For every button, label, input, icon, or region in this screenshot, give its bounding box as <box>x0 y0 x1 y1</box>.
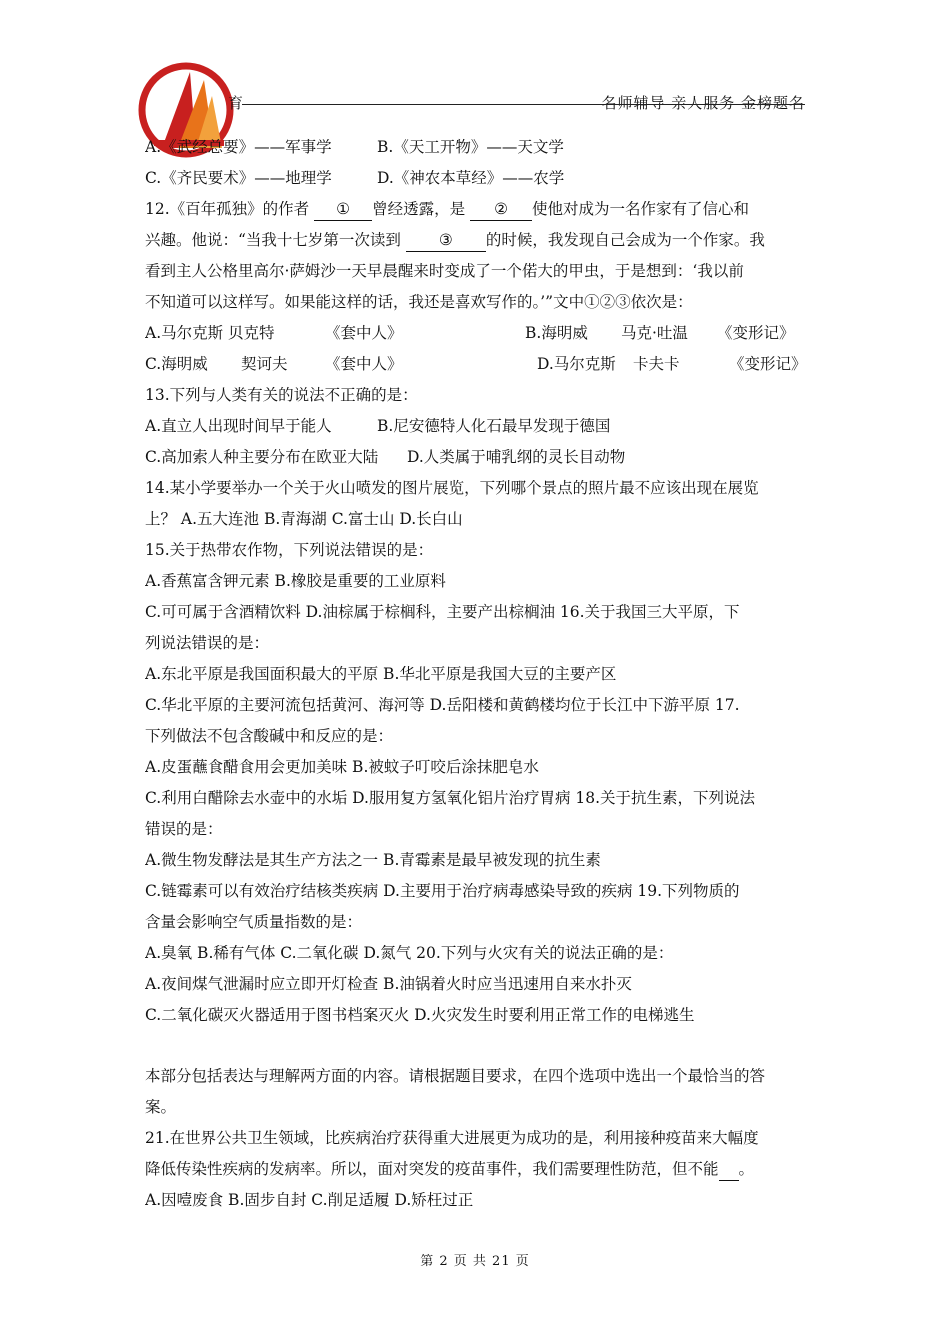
q15-stem: 15.关于热带农作物，下列说法错误的是： <box>145 541 434 559</box>
option: C.高加索人种主要分布在欧亚大陆 <box>145 448 379 466</box>
blank-2: ② <box>470 198 532 221</box>
text-run: 12.《百年孤独》的作者 <box>145 200 310 218</box>
header-slogan: 名师辅导 亲人服务 金榜题名 <box>601 94 805 112</box>
q13-options-cd <box>145 442 807 473</box>
text-run: 使他对成为一名作家有了信心和 <box>532 200 750 218</box>
blank-1: ① <box>314 198 372 221</box>
text-run: 的时候，我发现自己会成为一个作家。我 <box>485 231 765 249</box>
option: 马克·吐温 <box>621 324 688 342</box>
q19-stem: 含量会影响空气质量指数的是： <box>145 913 363 931</box>
q16-options: C.华北平原的主要河流包括黄河、海河等 D.岳阳楼和黄鹤楼均位于长江中下游平原 17. <box>145 696 740 714</box>
option: 契诃夫 <box>241 355 288 373</box>
q15-options: A.香蕉富含钾元素 B.橡胶是重要的工业原料 <box>145 572 446 590</box>
q13-options-ab <box>145 411 807 442</box>
q12-stem: 看到主人公格里高尔·萨姆沙一天早晨醒来时变成了一个偌大的甲虫，于是想到：‘我以前 <box>145 262 744 280</box>
q18-options: A.微生物发酵法是其生产方法之一 B.青霉素是最早被发现的抗生素 <box>145 851 601 869</box>
option: A.马尔克斯 贝克特 <box>145 324 275 342</box>
option: B.海明威 <box>525 324 588 342</box>
q11-options-cd <box>145 163 807 194</box>
q21-stem <box>145 1154 807 1185</box>
q15-options: C.可可属于含酒精饮料 D.油棕属于棕榈科，主要产出棕榈油 16.关于我国三大平原，下 <box>145 603 740 621</box>
page-content <box>145 132 807 1216</box>
option: C.《齐民要术》——地理学 <box>145 169 332 187</box>
blank <box>719 1158 739 1181</box>
q20-options: C.二氧化碳灭火器适用于图书档案灭火 D.火灾发生时要利用正常工作的电梯逃生 <box>145 1006 695 1024</box>
text-run: 降低传染性疾病的发病率。所以，面对突发的疫苗事件，我们需要理性防范，但不能 <box>145 1160 719 1178</box>
q12-options-ab <box>145 318 807 349</box>
q17-options: A.皮蛋蘸食醋食用会更加美味 B.被蚊子叮咬后涂抹肥皂水 <box>145 758 539 776</box>
option: B.《天工开物》——天文学 <box>377 138 564 156</box>
q20-options: A.夜间煤气泄漏时应立即开灯检查 B.油锅着火时应当迅速用自来水扑灭 <box>145 975 632 993</box>
q11-options-ab <box>145 132 807 163</box>
q16-stem: 列说法错误的是： <box>145 634 270 652</box>
section-intro: 本部分包括表达与理解两方面的内容。请根据题目要求，在四个选项中选出一个最恰当的答 <box>145 1067 766 1085</box>
q18-stem: 错误的是： <box>145 820 223 838</box>
option: A.《武经总要》——军事学 <box>145 138 332 156</box>
q21-options: A.因噎废食 B.固步自封 C.削足适履 D.矫枉过正 <box>145 1191 474 1209</box>
q14-stem: 上？ A.五大连池 B.青海湖 C.富士山 D.长白山 <box>145 510 463 528</box>
header-rule <box>242 104 805 105</box>
header-left-text: 育 <box>228 94 244 112</box>
q12-stem: 不知道可以这样写。如果能这样的话，我还是喜欢写作的。’”文中①②③依次是： <box>145 293 693 311</box>
option: A.直立人出现时间早于能人 <box>145 417 332 435</box>
option: B.尼安德特人化石最早发现于德国 <box>377 417 611 435</box>
section-intro: 案。 <box>145 1098 177 1116</box>
text-run: 兴趣。他说：“当我十七岁第一次读到 <box>145 231 401 249</box>
q21-stem: 21.在世界公共卫生领域，比疾病治疗获得重大进展更为成功的是，利用接种疫苗来大幅度 <box>145 1129 759 1147</box>
text-run: 。 <box>738 1160 755 1178</box>
q17-stem: 下列做法不包含酸碱中和反应的是： <box>145 727 394 745</box>
q19-options: A.臭氧 B.稀有气体 C.二氧化碳 D.氮气 20.下列与火灾有关的说法正确的是： <box>145 944 674 962</box>
blank-3: ③ <box>406 229 486 252</box>
q12-stem <box>145 225 807 256</box>
q17-options: C.利用白醋除去水壶中的水垢 D.服用复方氢氧化铝片治疗胃病 18.关于抗生素，下列说法 <box>145 789 756 807</box>
option: 《变形记》 <box>717 324 795 342</box>
q16-options: A.东北平原是我国面积最大的平原 B.华北平原是我国大豆的主要产区 <box>145 665 617 683</box>
option: 卡夫卡 <box>633 355 680 373</box>
q12-stem <box>145 194 807 225</box>
page-number: 第 2 页 共 21 页 <box>420 1254 530 1269</box>
q12-options-cd <box>145 349 807 380</box>
text-run: 曾经透露，是 <box>372 200 466 218</box>
option: D.《神农本草经》——农学 <box>377 169 565 187</box>
q18-options: C.链霉素可以有效治疗结核类疾病 D.主要用于治疗病毒感染导致的疾病 19.下列物质的 <box>145 882 740 900</box>
q13-stem: 13.下列与人类有关的说法不正确的是： <box>145 386 418 404</box>
option: D.人类属于哺乳纲的灵长目动物 <box>407 448 626 466</box>
option: 《变形记》 <box>729 355 807 373</box>
option: 《套中人》 <box>325 324 403 342</box>
q14-stem: 14.某小学要举办一个关于火山喷发的图片展览，下列哪个景点的照片最不应该出现在展览 <box>145 479 759 497</box>
option: C.海明威 <box>145 355 208 373</box>
option: 《套中人》 <box>325 355 403 373</box>
option: D.马尔克斯 <box>537 355 616 373</box>
